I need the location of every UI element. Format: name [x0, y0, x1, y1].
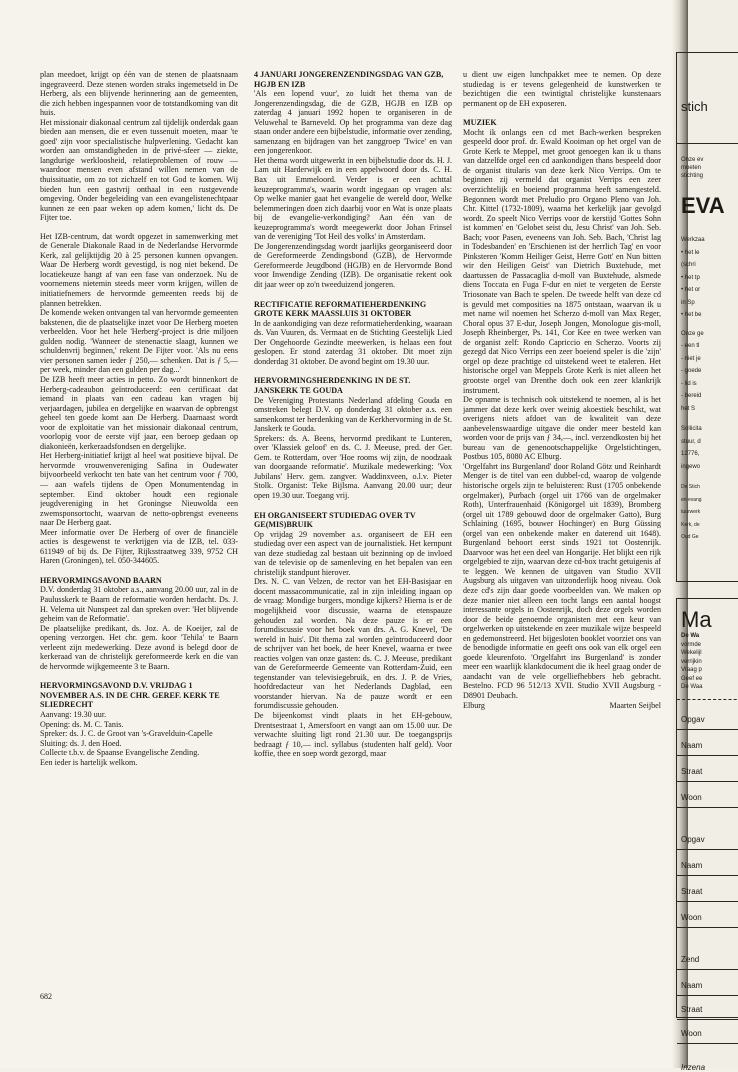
advert-big-word: EVA — [681, 193, 725, 218]
paragraph: Drs. N. C. van Velzen, de rector van het EH-Basisjaar en docent massacommunicatie, zal in zijn inleiding ingaan op de vraag: Mondige burgers, mondige kijkers? Hierna is er de mogelijkheid voor discussie, waarna de etenspauze gehouden zal worden. Na deze pauze is er een forumdiscussie voor het boek van drs. A. G. Knevel, 'De wereld in huis'. Dit thema zal worden geïntroduceerd door de schrijver van het boek, de heer Knevel, waarna er twee reacties volgen van onze gasten: ds. C. J. Meeuse, predikant van de Gereformeerde Gemeente van Rotterdam-Zuid, een tegenstander van televisiegebruik, en drs. J. P. de Vries, hoofdredacteur van het Nederlands Dagblad, een voorstander hiervan. Na de pauze wordt er een forumdiscussie gehouden. — [254, 577, 452, 711]
paragraph: De komende weken ontvangen tal van hervormde gemeenten bakstenen, die de plaatselijke inzet voor De Herberg moeten verbeelden. Voor het hele 'Herberg'-project is drie miljoen gulden nodig. 'Wanneer de stenenactie slaagt, kunnen we schuldenvrij beginnen,' rekent De Fijter voor. 'Als nu eens vier personen samen ieder ƒ 250,— schenken. Dat is ƒ 5,— per week, minder dan een gulden per dag...' — [40, 308, 238, 375]
advert-line: - bereid — [681, 393, 702, 399]
advert-line: Onze ge — [681, 330, 704, 337]
advert-line: verrijkin — [681, 658, 702, 665]
schedule-line: Aanvang: 19.30 uur. — [40, 710, 107, 719]
heading-baarn: HERVORMINGSAVOND BAARN — [40, 575, 162, 585]
page-number: 682 — [40, 992, 52, 1001]
column-2 — [254, 70, 452, 985]
paragraph: De Jongerenzendingsdag wordt jaarlijks georganiseerd door de Gereformeerde Zendingsbond (GZB), de Hervormde Gereformeerde Jeugdbond (HGJB) en de Hervormde Bond voor Inwendige Zending (IZB). De organisatie rekent ook dit jaar weer op zo'n tweeduizend jongeren. — [254, 241, 452, 290]
schedule-line: Een ieder is hartelijk welkom. — [40, 757, 138, 767]
advert-line: tuurwerk — [681, 509, 701, 515]
form-label: Straat — [681, 767, 703, 776]
form-field-line[interactable] — [677, 927, 738, 928]
advert-line: Werkzaa — [681, 237, 705, 243]
heading-sliedrecht: HERVORMINGSAVOND D.V. VRIJDAG 1 NOVEMBER A.S. IN DE CHR. GEREF. KERK TE SLIEDRECHT — [40, 681, 220, 710]
form-field-line[interactable] — [677, 807, 738, 808]
form-field-line[interactable] — [677, 1019, 738, 1020]
advert-line: (schri — [681, 262, 696, 268]
paragraph: De Vereniging Protestants Nederland afdeling Gouda en omstreken belegt D.V. op donderdag 31 oktober a.s. een samenkomst ter herdenking van de Kerkhervorming in de St. Janskerk te Gouda. — [254, 395, 452, 434]
form-label: Straat — [681, 1005, 703, 1014]
form-label: Woon — [681, 913, 702, 922]
paragraph: Het thema wordt uitgewerkt in een bijbelstudie door ds. H. J. Lam uit Harderwijk en in een appelwoord door ds. C. H. Bax uit Emmeloord. Verder is er een achttal keuzeprogramma's, waarin wordt ingegaan op vragen als: Op welke manier gaat het evangelie de wereld door, Welke belemmeringen doen zich daarbij voor en Wat is onze plaats bij de evangelie-verkondiging? Aan één van de keuzeprogramma's wordt meegewerkt door Johan Frinsel van de vereniging 'Tot Heil des volks' in Amsterdam. — [254, 155, 452, 242]
form-label: Naam — [681, 861, 703, 870]
cut-line — [677, 699, 738, 700]
paragraph: Mocht ik onlangs een cd met Bach-werken bespreken gespeeld door prof. dr. Ewald Kooiman op het orgel van de Grote Kerk te Meppel, met groot genoegen kan ik u thans van datzelfde orgel een cd aankondigen thans bespeeld door de organist titularis van deze kerk Nico Verrips. Om te beginnen zij vermeld dat organist Verrips een zeer overzichtelijk en boeiend programma heeft samengesteld. Begonnen wordt met Preludio pro Organo Pleno van Joh. Chr. Kittel (1732-1809), waarna het kerkelijk jaar gevolgd wordt. Zo speelt Nico Verrips voor de kerstijd 'Gottes Sohn ist kommen' en 'Gelobet seist du, Jesu Christ' van Joh. Seb. Bach; voor Pasen, eveneens van Joh. Seb. Bach, 'Christ lag in Todesbanden' en 'Erschienen ist der herrlich Tag' en voor Pinksteren 'Komm Heiliger Geist, Herre Gott' en Nun bitten wir den Heiligen Geist' van Dietrich Buxtehude, met daartussen de Passacaglia d-moll van Buxtehude, alsmede diens Toccata en Fuga F-dur en niet te vergeten de Eerste Triosonate van Bach te spelen. De tweede helft van deze cd is gevuld met composities na 1875 ontstaan, waarvan ik u met name wil noemen het Scherzo d-moll van Max Reger, Choral opus 37 E-dur, Joseph Jongen, Monologue gis-moll, Joseph Rheinberger, Ps. 141, Cor Kee en twee werken van de organist zelf: Rondo Capriccio en Scherzo. Voorts zij gezegd dat Nico Verrips een zeer boeiend speler is die 'zijn' orgel op deze prachtige cd uitstekend weet te etaleren. Het historische orgel van Meppels Grote Kerk is niet alleen het grootste orgel van Drenthe doch ook een zeer klankrijk instrument. — [463, 127, 661, 395]
divider — [677, 143, 738, 144]
form-field-line[interactable] — [677, 875, 738, 876]
form-label: Naam — [681, 741, 703, 750]
paragraph: De plaatselijke predikant, ds. Joz. A. de Koeijer, zal de opening verzorgen. Het chr. gem. koor 'Tehila' te Baarn verleent zijn medewerking. Deze avond is belegd door de kerkeraad van de christelijk gereformeerde kerk en die van de hervormde wijkgemeente 3 te Baarn. — [40, 623, 238, 671]
paragraph: De opname is technisch ook uitstekend te noemen, al is het jammer dat deze kerk over weinig akoestiek beschikt, wat overigens niets afdoet van de kwaliteit van deze aanbevelenswaardige uitgave die onder meer besteld kan worden voor de prijs van ƒ 34,—, incl. verzendkosten bij het bureau van de genenootschappelijke Orgelstichtingen, Postbus 105, 8080 AC Elburg. — [463, 395, 661, 462]
paragraph: D.V. donderdag 31 oktober a.s., aanvang 20.00 uur, zal in de Paulusskerk te Baarn de reformatie worden herdacht. Ds. J. H. Velema uit Nunspeet zal dan spreken over: 'Het blijvende geheim van de Reformatie'. — [40, 585, 238, 624]
advert-line: - een tl — [681, 343, 700, 349]
advert-line: stuur, d — [681, 438, 701, 445]
column-1 — [40, 70, 238, 985]
signature-author: Maarten Seijbel — [609, 700, 661, 710]
advert-big-word: Ma — [681, 607, 712, 632]
paragraph: De IZB heeft meer acties in petto. Zo wordt binnenkort de Herberg-cadeaubon geïntroduceerd: een certificaat dat iemand in plaats van een cadeau kan vragen bij verjaardagen, jubilea en dergelijke en waarvan de opbrengst geheel ten goede komt aan De Herberg. Daarnaast wordt voor de exploitatie van het missionair diakonaal centrum, voorlopig voor de eerste vijf jaar, een beroep gedaan op diakonieën, kerkeraadsfondsen en dergelijke. — [40, 374, 238, 451]
paragraph: 'Als een lopend vuur', zo luidt het thema van de Jongerenzendingsdag, die de GZB, HGJB en IZB op zaterdag 4 januari 1992 hopen te organiseren in de Veluwehal te Barneveld. Op het programma van deze dag staan onder andere een bijbelstudie, informatie over zending, samenzang en bijdragen van het zanggroep 'Twice' en van een jongerenkoor. — [254, 89, 452, 156]
advert-line: • het tp — [681, 274, 700, 281]
advert-line: - goede — [681, 368, 702, 374]
column-3 — [463, 70, 661, 985]
advert-line: De Stich — [681, 484, 700, 490]
adjacent-subscription-box — [676, 598, 738, 1072]
advert-line: Onze ev — [681, 157, 704, 163]
paragraph: Op vrijdag 29 november a.s. organiseert de EH een studiedag over een aspect van de journalistiek. Het kernpunt van deze studiedag zal bestaan uit bezinning op de invloed van de televisie op de samenleving en het bepalen van een christelijk standpunt hierover. — [254, 529, 452, 577]
advert-line: 12776, — [681, 451, 700, 457]
form-label: Opgav — [681, 715, 705, 724]
advert-line: - lid is — [681, 380, 697, 387]
schedule-line: Sluiting: ds. J. den Hoed. — [40, 738, 122, 748]
signature-place: Elburg — [463, 700, 485, 710]
heading-jongerenzendingsdag: 4 JANUARI JONGERENZENDINGSDAG VAN GZB, HGJB EN IZB — [254, 70, 444, 89]
form-field-line[interactable] — [677, 729, 738, 730]
advert-word: stich — [681, 99, 708, 114]
paragraph: u dient uw eigen lunchpakket mee te nemen. Op deze studiedag is er tevens gelegenheid de kunstwerken te bezichtigen die een twintigtal christelijke kunstenaars permanent op de EH exposeren. — [463, 70, 661, 108]
advert-line: en evang — [681, 496, 702, 503]
advert-line: moeten — [681, 165, 702, 171]
adjacent-advert-box — [676, 52, 738, 582]
paragraph: Het missionair diakonaal centrum zal tijdelijk onderdak gaan bieden aan mensen, die er even tussenuit moeten, maar 'te goed' zijn voor specialistische hulpverlening. 'Gedacht kan worden aan omstandigheden in de privé-sfeer — ziekte, langdurige werkloosheid, relatieproblemen of rouw — waardoor mensen even afstand willen nemen van de thuissituatie, om zo tot zichzelf en tot God te komen. Wij bieden hun een gastvrij onthaal in een rustgevende omgeving. Onder begeleiding van een evangelistenechtpaar kunnen ze een paar weken op adem komen,' licht ds. De Fijter toe. — [40, 117, 238, 223]
form-label: Woon — [681, 793, 702, 802]
paragraph: 'Orgelfahrt ins Burgenland' door Roland Götz und Reinhardt Menger is de titel van een dubbel-cd, waarop de volgende historische orgels zijn te beluisteren: Rust (1705 onbekende orgelmaker), Purbach (orgel uit 1766 van de orgelmaker Roth), Unterfrauenhaid (Königorgel uit 1839), Bromberg (orgel uit 1789 gebouwd door de orgelmaker Gatto), Burg Schlaining (1695, bouwer Hochinger) en Burg Güssing (orgel van een onbekende maker en daterend uit 1648). Burgenland behoort eerst sinds 1921 tot Oostenrijk. Daarvoor was het een deel van Hongarije. Het blijkt een rijk orgelgebied te zijn, waarvan deze cd-box tracht getuigenis af te leggen. We kennen de uitgaven van Studio XVII Augsburg als uitgaven van uitzonderlijk hoog niveau. Ook deze cd's zijn daar goede voorbeelden van. We maken op deze manier niet alleen een tocht langs een aantal hoogst interessante orgels in Oostenrijk, doch deze orgels worden door de beide genoemde organisten met een keur van orgelwerken op uitstekende en zeer muzikale wijze bespeeld en gedemonstreerd. Het bijgesloten booklet voorziet ons van de benodigde informatie en geeft ons ook van elk orgel een goede kleurenfoto. 'Orgelfahrt ins Burgenland' is zonder meer een waarlijk klankdocument die ik heel graag onder de aandacht van de vele orgelliefhebbers heb gebracht. Bestelno. FCD 96 512/13 XVII. Studio XVII Augsburg - D8901 Deubach. — [463, 461, 661, 700]
advert-line: • het be — [681, 312, 702, 318]
form-field-line[interactable] — [677, 969, 738, 970]
form-field-line[interactable] — [677, 995, 738, 996]
advert-line: in Sp — [681, 299, 695, 306]
form-field-line[interactable] — [677, 1043, 738, 1044]
paragraph: In de aankondiging van deze reformatieherdenking, waaraan ds. Van Vuuren, ds. Vermaat en de Stichting Geestelijk Lied Der Ongehoorde Gezindte meewerken, is helaas een fout geslopen. Er stond zaterdag 31 oktober. Dit moet zijn donderdag 31 oktober. De avond begint om 19.30 uur. — [254, 318, 452, 366]
advert-line: het S — [681, 405, 696, 412]
advert-line: - niet je — [681, 355, 701, 362]
form-label: Naam — [681, 981, 703, 990]
heading-gouda: HERVORMINGSHERDENKING IN DE ST. JANSKERK TE GOUDA — [254, 376, 411, 395]
schedule-line: Spreker: ds. J. C. de Groot van 's-Gravelduin-Capelle — [40, 729, 213, 739]
form-label: Inzena — [681, 1063, 706, 1072]
form-label: Zend — [681, 955, 700, 964]
advert-line: Wekelijl — [681, 650, 702, 656]
paragraph: Het IZB-centrum, dat wordt opgezet in samenwerking met de Generale Diakonale Raad in de Nederlandse Hervormde Kerk, zal gelijktijdig 20 à 25 personen kunnen opvangen. Waar De Herberg wordt gevestigd, is nog niet bekend. De locatiekeuze hangt af van een fase van onderzoek. Nu de voornemens nietemin steeds meer vorm krijgen, willen de initiatiefnemers de hervormde gemeenten reeds bij de plannen betrekken. — [40, 231, 238, 308]
paragraph: Meer informatie over De Herberg of over de financiële acties is desgewenst te verkrijgen via de IZB, tel. 033-611949 of bij ds. De Fijter, Rijksstraatweg 339, 9752 CH Haren (Groningen), tel. 050-344605. — [40, 527, 238, 566]
signature-line — [463, 701, 661, 711]
advert-line: Sollicita — [681, 426, 702, 432]
advert-line: De Waa — [681, 684, 703, 690]
form-label: Woon — [681, 1029, 702, 1038]
form-label: Opgav — [681, 835, 705, 844]
schedule-line: Opening: ds. M. C. Tanis. — [40, 719, 124, 729]
paragraph: plan meedoet, krijgt op één van de stenen de plaatsnaam ingegraveerd. Deze stenen worden straks ingemetseld in De Herberg, als een blijvende herinnering aan de gemeenten, die zich hebben ingespannen voor de totstandkoming van dit huis. — [40, 70, 238, 118]
advert-line: Kerk, de — [681, 521, 700, 528]
heading-eh-studiedag: EH ORGANISEERT STUDIEDAG OVER TV GE(MIS)BRUIK — [254, 510, 416, 530]
advert-line: • het or — [681, 287, 701, 293]
advert-line: stichting — [681, 173, 704, 179]
form-field-line[interactable] — [677, 781, 738, 782]
heading-muziek: MUZIEK — [463, 118, 497, 128]
heading-rectificatie: RECTIFICATIE REFORMATIEHERDENKING GROTE KERK MAASSLUIS 31 OKTOBER — [254, 299, 427, 319]
paragraph: Sprekers: ds. A. Beens, hervormd predikant te Lunteren, over 'Klassiek geloof' en ds. C. J. Meeuse, pred. der Ger. Gem. te Rotterdam, over 'Hoe rooms wij zijn, de noodzaak van doorgaande reformatie'. Muzikale medewerking: 'Vox Jubilans' Herv. gem. zangver. Waddinxveen, o.l.v. Pieter Stolk. Organist: Teke Bijlsma. Aanvang 20.00 uur; deur open 19.30 uur. Toegang vrij. — [254, 433, 452, 500]
advert-line: De Wa — [681, 633, 700, 639]
paragraph: De bijeenkomst vindt plaats in het EH-gebouw, Drentsestraat 1, Amersfoort en vangt aan om 15.00 uur. De verwachte sluiting ligt rond 21.30 uur. De toegangsprijs bedraagt ƒ 10,— incl. syllabus (studenten half geld). Voor koffie, thee en soep wordt gezorgd, maar — [254, 711, 452, 759]
advert-line: Vraag p — [681, 667, 702, 673]
form-field-line[interactable] — [677, 901, 738, 902]
advert-line: Geef ee — [681, 675, 703, 682]
advert-line: ingewo — [681, 463, 701, 470]
advert-line: vormde — [681, 641, 702, 648]
form-field-line[interactable] — [677, 755, 738, 756]
form-field-line[interactable] — [677, 849, 738, 850]
schedule-line: Collecte t.b.v. de Spaanse Evangelische Zending. — [40, 748, 200, 758]
advert-line: • het le — [681, 249, 700, 256]
form-label: Straat — [681, 887, 703, 896]
paragraph: Het Herberg-initiatief krijgt al heel wat positieve bijval. De hervormde vrouwenvereniging Safina in Oudewater bijvoorbeeld verkocht ten bate van het centrum voor ƒ 700,— aan wafels tijdens de Open Monumentendag in september. Eind oktober houdt een regionale jeugdvereniging in het Groningse Nieuwolda een zwemsponsortocht, waarvan de netto-opbrengst eveneens naar De Herberg gaat. — [40, 451, 238, 528]
advert-line: Oud Ge — [681, 534, 699, 540]
